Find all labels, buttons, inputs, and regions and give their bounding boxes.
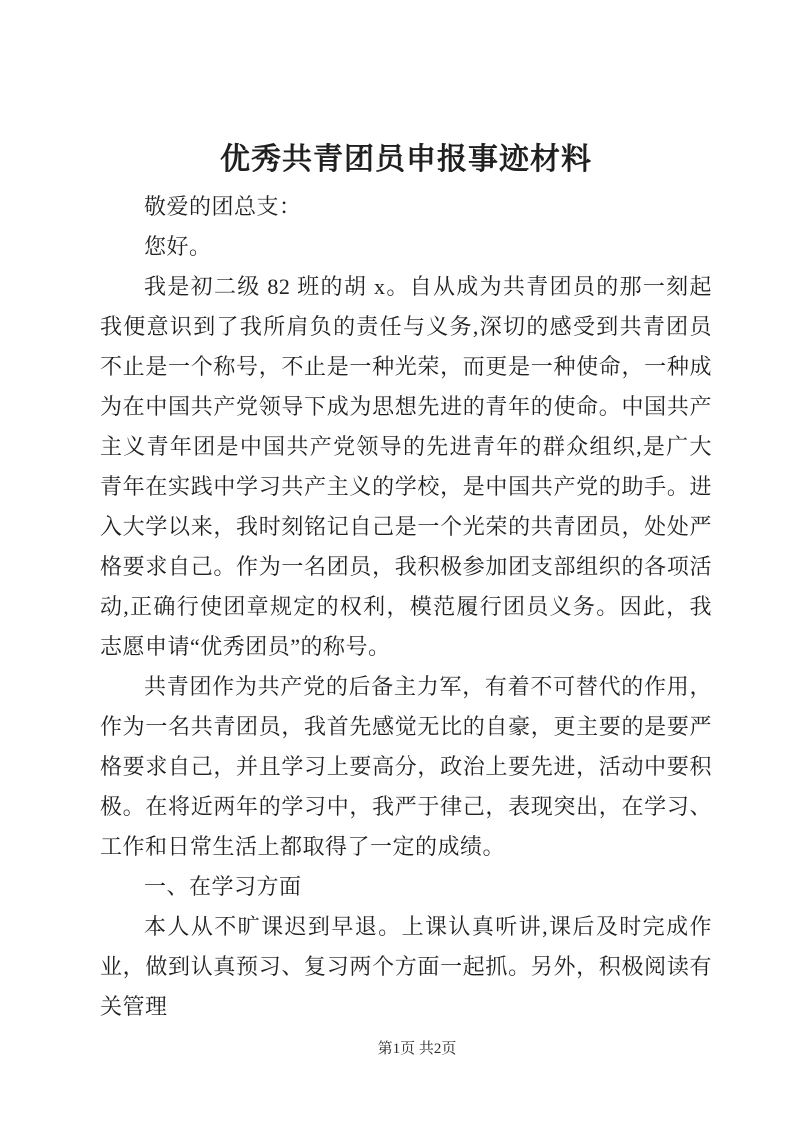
document-body bbox=[100, 138, 712, 1027]
page-number-indicator: 第1页 共2页 bbox=[377, 1041, 457, 1057]
paragraph-body-1: 我是初二级 82 班的胡 x。自从成为共青团员的那一刻起我便意识到了我所肩负的责任与义务,深切的感受到共青团员不止是一个称号，不止是一种光荣，而更是一种使命，一种成为在中国共产党领导下成为思想先进的青年的使命。中国共产主义青年团是中国共产党领导的先进青年的群众组织,是广大青年在实践中学习共产主义的学校，是中国共产党的助手。进入大学以来，我时刻铭记自己是一个光荣的共青团员，处处严格要求自己。作为一名团员，我积极参加团支部组织的各项活动,正确行使团章规定的权利，模范履行团员义务。因此，我志愿申请“优秀团员”的称号。 bbox=[100, 274, 712, 659]
paragraph-salutation: 敬爱的团总支： bbox=[144, 194, 302, 219]
paragraph-body-2: 共青团作为共产党的后备主力军，有着不可替代的作用，作为一名共青团员，我首先感觉无比的自豪，更主要的是要严格要求自己，并且学习上要高分，政治上要先进，活动中要积极。在将近两年的学习中，我严于律己，表现突出，在学习、工作和日常生活上都取得了一定的成绩。 bbox=[100, 674, 712, 859]
paragraph-body-3: 本人从不旷课迟到早退。上课认真听讲,课后及时完成作业，做到认真预习、复习两个方面一起抓。另外，积极阅读有关管理 bbox=[100, 914, 712, 1019]
document-title: 优秀共青团员申报事迹材料 bbox=[220, 143, 592, 176]
paragraph-greeting: 您好。 bbox=[144, 234, 212, 259]
section-heading-study: 一、在学习方面 bbox=[144, 874, 302, 899]
